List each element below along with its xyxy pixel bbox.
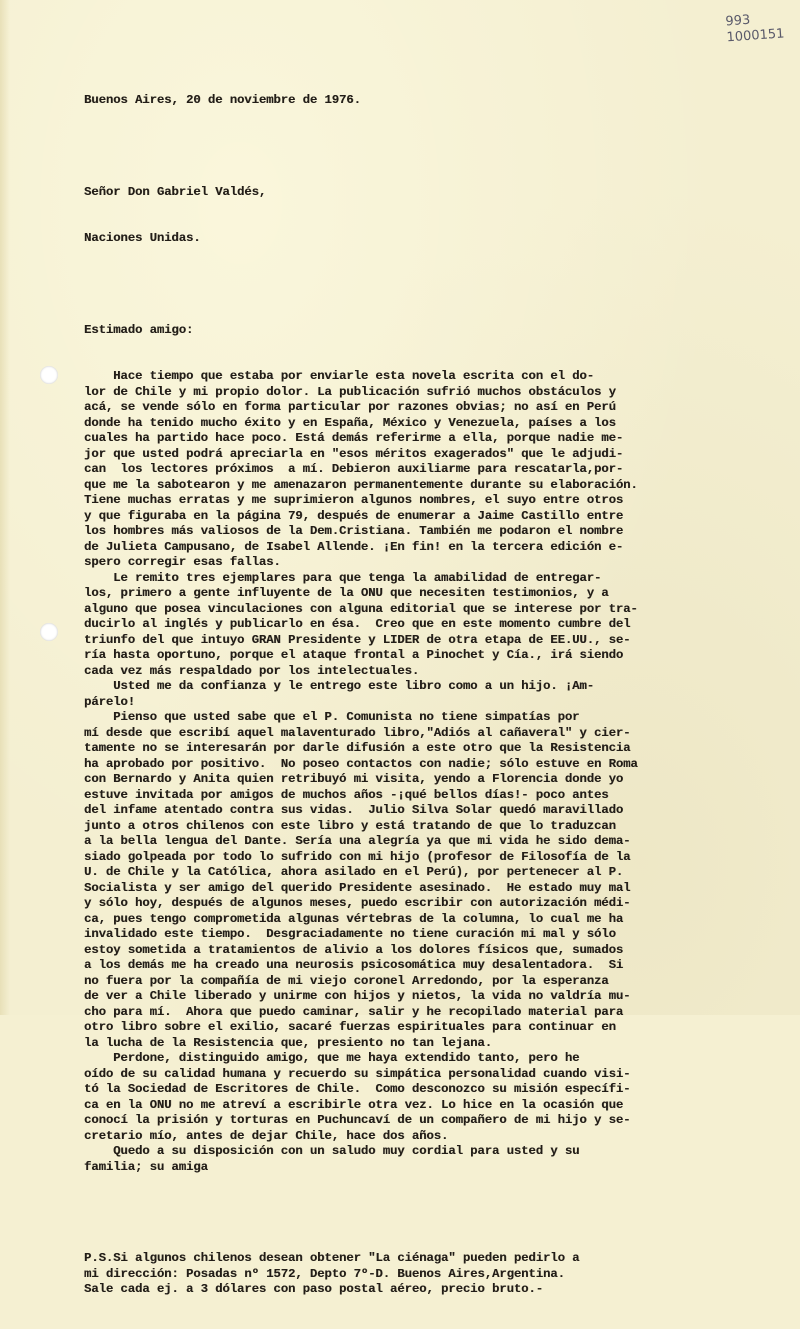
- text-line: los, primero a gente influyente de la ONU que necesiten testimonios, y a: [84, 586, 609, 600]
- text-line: conocí la prisión y torturas en Puchuncaví de un compañero de mi hijo y se-: [84, 1113, 631, 1127]
- archive-code-top: 993: [724, 12, 751, 30]
- text-line: de ver a Chile liberado y unirme con hijos y nietos, la vida no valdría mu-: [84, 989, 631, 1003]
- text-line: jor que usted podrá apreciarla en "esos méritos exagerados" que le adjudi-: [84, 446, 624, 461]
- salutation: Estimado amigo:: [84, 322, 194, 337]
- postscript: [84, 1251, 784, 1298]
- text-line: familia; su amiga: [84, 1159, 208, 1174]
- text-line: Hace tiempo que estaba por enviarle esta novela escrita con el do-: [84, 369, 594, 383]
- text-line: acá, se vende sólo en forma particular por razones obvias; no así en Perú: [84, 400, 616, 414]
- letter-paragraph: [84, 710, 784, 1051]
- text-line: U. de Chile y la Católica, ahora asilado en el Perú), por pertenecer al P.: [84, 865, 624, 879]
- postscript-line: P.S.Si algunos chilenos desean obtener "La ciénaga" pueden pedirlo a: [84, 1251, 580, 1265]
- text-line: Perdone, distinguido amigo, que me haya extendido tanto, pero he: [84, 1051, 580, 1065]
- text-line: can los lectores próximos a mí. Debieron auxiliarme para rescatarla,por-: [84, 462, 624, 476]
- postscript-line: Sale cada ej. a 3 dólares con paso postal aéreo, precio bruto.-: [84, 1282, 543, 1296]
- letter-date: Buenos Aires, 20 de noviembre de 1976.: [84, 93, 361, 107]
- text-line: Pienso que usted sabe que el P. Comunista no tiene simpatías por: [84, 710, 580, 724]
- letter-paragraph: [84, 679, 784, 710]
- text-line: del infame atentado contra sus vidas. Julio Silva Solar quedó maravillado: [84, 803, 624, 817]
- text-line: estoy sometida a tratamientos de alivio a los dolores físicos que, sumados: [84, 942, 624, 957]
- text-line: triunfo del que intuyo GRAN Presidente y LIDER de otra etapa de EE.UU., se-: [84, 632, 631, 647]
- text-line: Quedo a su disposición con un saludo muy cordial para usted y su: [84, 1144, 580, 1158]
- text-line: y que figuraba en la página 79, después de enumerar a Jaime Castillo entre: [84, 508, 624, 523]
- text-line: cada vez más respaldado por los intelectuales.: [84, 663, 420, 678]
- text-line: oído de su calidad humana y recuerdo su simpática personalidad cuando visi-: [84, 1066, 631, 1081]
- text-line: a los demás me ha creado una neurosis psicosomática muy desalentadora. Si: [84, 958, 624, 972]
- text-line: lor de Chile y mi propio dolor. La publicación sufrió muchos obstáculos y: [84, 384, 616, 399]
- text-line: alguno que posea vinculaciones con alguna editorial que se interese por tra-: [84, 601, 638, 616]
- text-line: cho para mí. Ahora que puedo caminar, salir y he recopilado material para: [84, 1004, 624, 1019]
- text-line: ría hasta oportuno, porque el ataque frontal a Pinochet y Cía., irá siendo: [84, 648, 624, 662]
- archive-code-bottom: 1000151: [726, 26, 785, 46]
- letter-body: [84, 62, 784, 1329]
- text-line: tó la Sociedad de Escritores de Chile. Como desconozco su misión específi-: [84, 1082, 631, 1096]
- text-line: donde ha tenido mucho éxito y en España, México y Venezuela, países a los: [84, 415, 616, 430]
- text-line: ducirlo al inglés y publicarlo en ésa. Creo que en este momento cumbre del: [84, 617, 631, 631]
- letter-paragraph: [84, 1144, 784, 1175]
- archive-stamp: [725, 10, 797, 47]
- text-line: los hombres más valiosos de la Dem.Cristiana. También me podaron el nombre: [84, 524, 624, 538]
- postscript-line: mi dirección: Posadas nº 1572, Depto 7º-D. Buenos Aires,Argentina.: [84, 1266, 565, 1281]
- text-line: ha aprobado por positivo. No poseo contactos con nadie; sólo estuve en Roma: [84, 756, 638, 771]
- punch-hole-lower: [40, 623, 58, 641]
- text-line: que me la sabotearon y me amenazaron permanentemente durante su elaboración.: [84, 477, 638, 492]
- text-line: cretario mío, antes de dejar Chile, hace dos años.: [84, 1128, 449, 1143]
- text-line: mí desde que escribí aquel malaventurado libro,"Adiós al cañaveral" y cier-: [84, 725, 631, 740]
- text-line: la lucha de la Resistencia que, presiento no tan lejana.: [84, 1035, 492, 1050]
- text-line: con Bernardo y Anita quien retribuyó mi visita, yendo a Florencia donde yo: [84, 772, 624, 786]
- letter-paragraphs: [84, 369, 784, 1175]
- text-line: estuve invitada por amigos de muchos años -¡qué bellos días!- poco antes: [84, 787, 609, 802]
- text-line: ca en la ONU no me atreví a escribirle otra vez. Lo hice en la ocasión que: [84, 1097, 624, 1112]
- text-line: invalidado este tiempo. Desgraciadamente no tiene curación mi mal y sólo: [84, 927, 616, 941]
- paper-edge: [0, 0, 10, 1015]
- text-line: cuales ha partido hace poco. Está demás referirme a ella, porque nadie me-: [84, 431, 624, 445]
- text-line: Usted me da confianza y le entrego este libro como a un hijo. ¡Am-: [84, 679, 594, 693]
- text-line: otro libro sobre el exilio, sacaré fuerzas espirituales para continuar en: [84, 1020, 616, 1034]
- text-line: junto a otros chilenos con este libro y está tratando de que lo traduzcan: [84, 818, 616, 833]
- text-line: spero corregir esas fallas.: [84, 555, 281, 569]
- recipient-line: Naciones Unidas.: [84, 231, 201, 245]
- text-line: Le remito tres ejemplares para que tenga la amabilidad de entregar-: [84, 570, 602, 585]
- punch-hole-upper: [40, 366, 58, 384]
- letter-paragraph: [84, 1051, 784, 1144]
- text-line: Socialista y ser amigo del querido Presidente asesinado. He estado muy mal: [84, 880, 631, 895]
- text-line: Tiene muchas erratas y me suprimieron algunos nombres, el suyo entre otros: [84, 493, 624, 507]
- text-line: a la bella lengua del Dante. Sería una alegría ya que mi vida he sido dema-: [84, 834, 631, 848]
- letter-paragraph: [84, 369, 784, 571]
- text-line: tamente no se interesarán por darle difusión a este otro que la Resistencia: [84, 741, 631, 755]
- letter-paragraph: [84, 571, 784, 680]
- text-line: no fuera por la compañía de mi viejo coronel Arredondo, por la esperanza: [84, 973, 609, 988]
- text-line: ca, pues tengo comprometida algunas vértebras de la columna, lo cual me ha: [84, 911, 624, 926]
- text-line: de Julieta Campusano, de Isabel Allende. ¡En fin! en la tercera edición e-: [84, 539, 624, 554]
- recipient-line: Señor Don Gabriel Valdés,: [84, 184, 267, 199]
- text-line: y sólo hoy, después de algunos meses, puedo escribir con autorización médi-: [84, 896, 631, 910]
- text-line: párelo!: [84, 694, 135, 709]
- text-line: siado golpeada por todo lo sufrido con mi hijo (profesor de Filosofía de la: [84, 849, 631, 864]
